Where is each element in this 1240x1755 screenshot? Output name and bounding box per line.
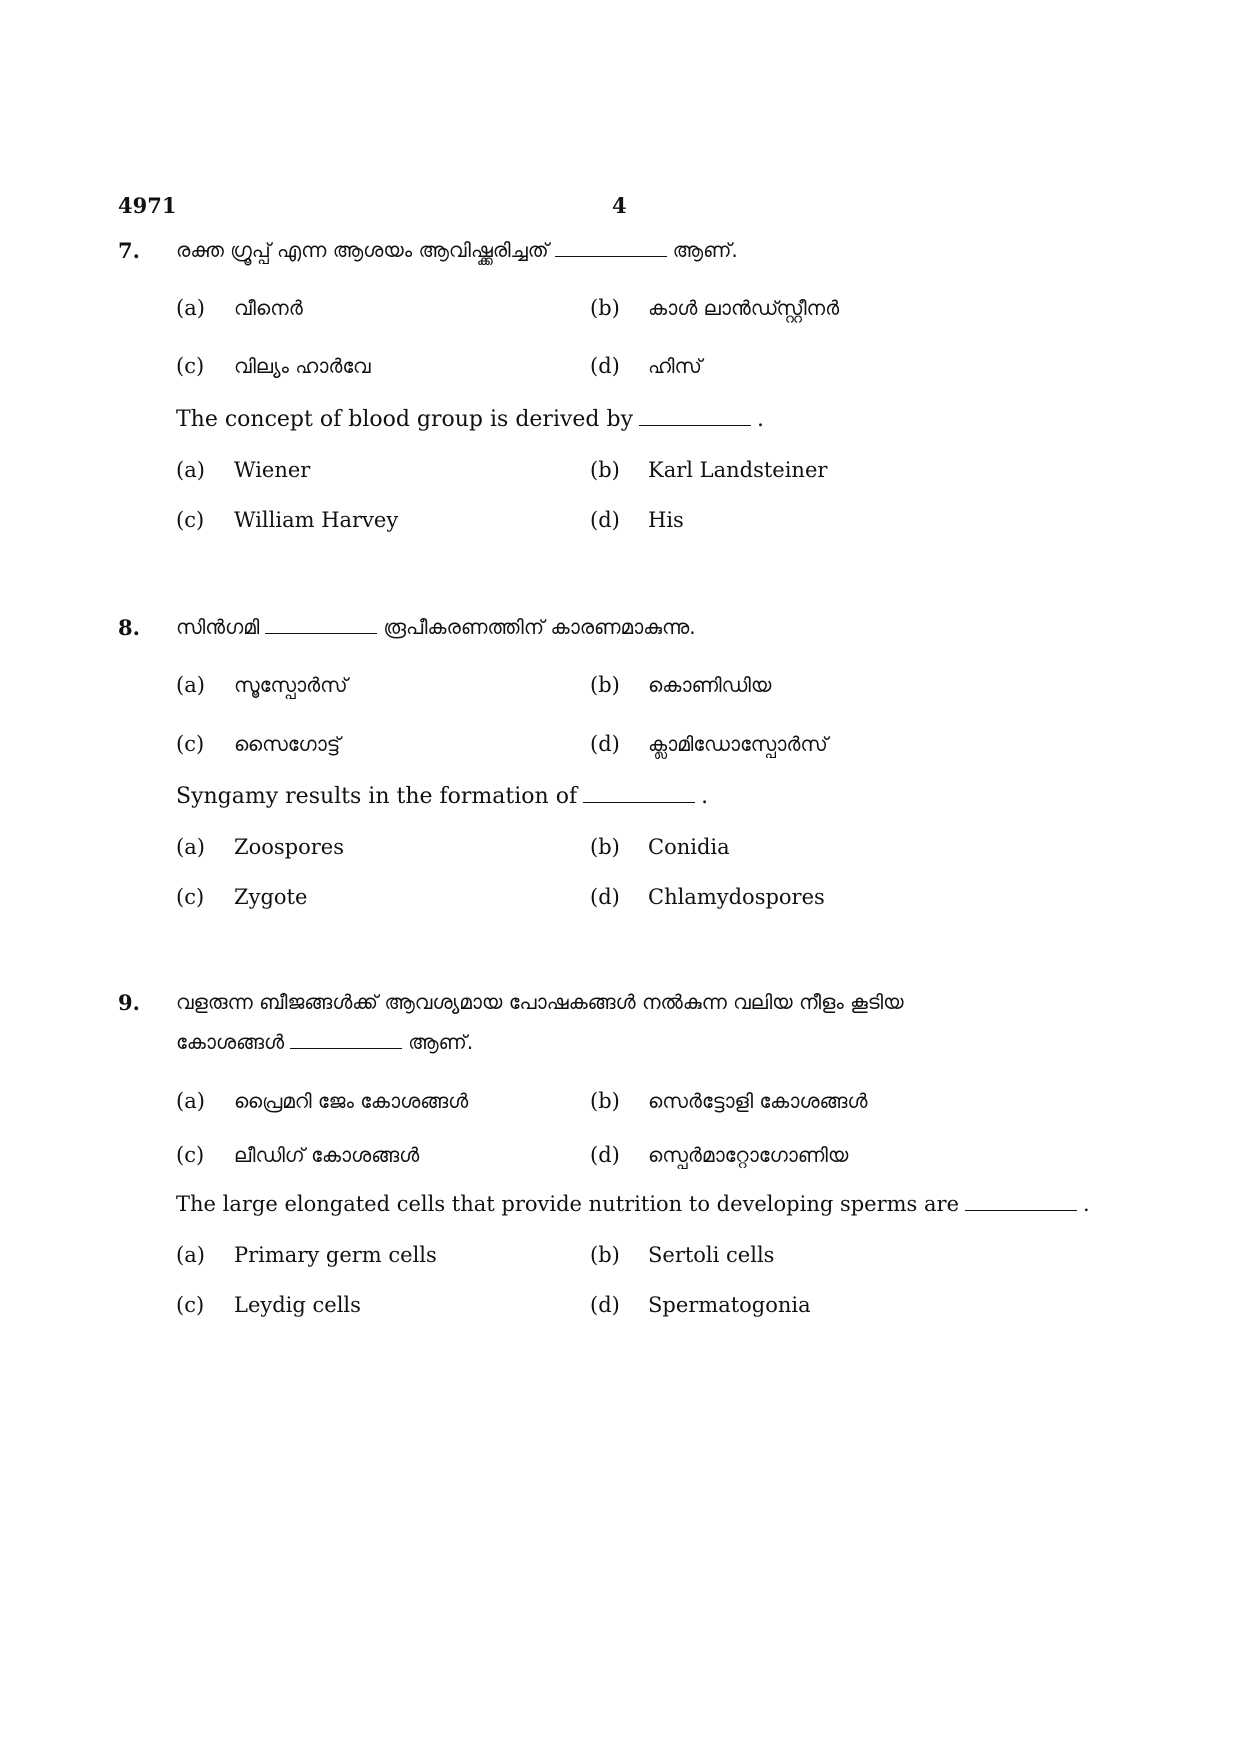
option-b-malayalam: (b) കാൾ ലാൻഡ്സ്റ്റീനർ: [590, 296, 840, 320]
option-c-english: (c) Leydig cells: [176, 1293, 361, 1317]
option-b-english: (b) Karl Landsteiner: [590, 458, 828, 482]
answer-blank: [639, 407, 751, 426]
question-text-malayalam-line2: കോശങ്ങൾ ആണ്.: [176, 1030, 474, 1054]
question-text-malayalam: രക്ത ഗ്രൂപ്പ് എന്ന ആശയം ആവിഷ്ക്കരിച്ചത് ആണ്.: [176, 238, 738, 262]
option-a-malayalam: (a) പ്രൈമറി ജേം കോശങ്ങൾ: [176, 1089, 469, 1113]
option-d-english: (d) Spermatogonia: [590, 1293, 811, 1317]
option-c-malayalam: (c) ലീഡിഗ് കോശങ്ങൾ: [176, 1143, 420, 1167]
answer-blank: [965, 1192, 1077, 1211]
page-number: 4: [612, 193, 627, 218]
question-text-english: Syngamy results in the formation of .: [176, 784, 709, 809]
option-b-malayalam: (b) കൊണിഡിയ: [590, 673, 772, 697]
answer-blank: [265, 615, 377, 634]
option-a-english: (a) Zoospores: [176, 835, 344, 859]
option-d-malayalam: (d) ക്ലാമിഡോസ്പോർസ്: [590, 732, 828, 756]
option-c-english: (c) Zygote: [176, 885, 308, 909]
option-c-english: (c) William Harvey: [176, 508, 399, 532]
question-text-malayalam: സിൻഗമി രൂപീകരണത്തിന് കാരണമാകുന്നു.: [176, 615, 696, 639]
option-c-malayalam: (c) സൈഗോട്ട്: [176, 732, 341, 756]
question-text-malayalam-line1: വളരുന്ന ബീജങ്ങൾക്ക് ആവശ്യമായ പോഷകങ്ങൾ നൽകുന്ന വലിയ നീളം കൂടിയ: [176, 990, 904, 1014]
option-d-malayalam: (d) ഹിസ്: [590, 354, 702, 378]
option-a-malayalam: (a) സൂസ്പോർസ്: [176, 673, 348, 697]
question-text-english: The large elongated cells that provide nutrition to developing sperms are .: [176, 1192, 1090, 1216]
option-d-malayalam: (d) സ്പെർമാറ്റോഗോണിയ: [590, 1143, 849, 1167]
question-number: 9.: [118, 990, 140, 1015]
answer-blank: [583, 784, 695, 803]
option-a-english: (a) Primary germ cells: [176, 1243, 437, 1267]
answer-blank: [290, 1030, 402, 1049]
paper-code: 4971: [118, 193, 177, 218]
option-b-english: (b) Sertoli cells: [590, 1243, 775, 1267]
option-d-english: (d) Chlamydospores: [590, 885, 825, 909]
question-text-english: The concept of blood group is derived by .: [176, 407, 765, 432]
option-b-english: (b) Conidia: [590, 835, 730, 859]
option-a-malayalam: (a) വീനെർ: [176, 296, 303, 320]
question-number: 7.: [118, 238, 140, 263]
option-a-english: (a) Wiener: [176, 458, 311, 482]
option-c-malayalam: (c) വില്യം ഹാർവേ: [176, 354, 371, 378]
option-b-malayalam: (b) സെർട്ടോളി കോശങ്ങൾ: [590, 1089, 868, 1113]
option-d-english: (d) His: [590, 508, 684, 532]
answer-blank: [555, 238, 667, 257]
question-number: 8.: [118, 615, 140, 640]
